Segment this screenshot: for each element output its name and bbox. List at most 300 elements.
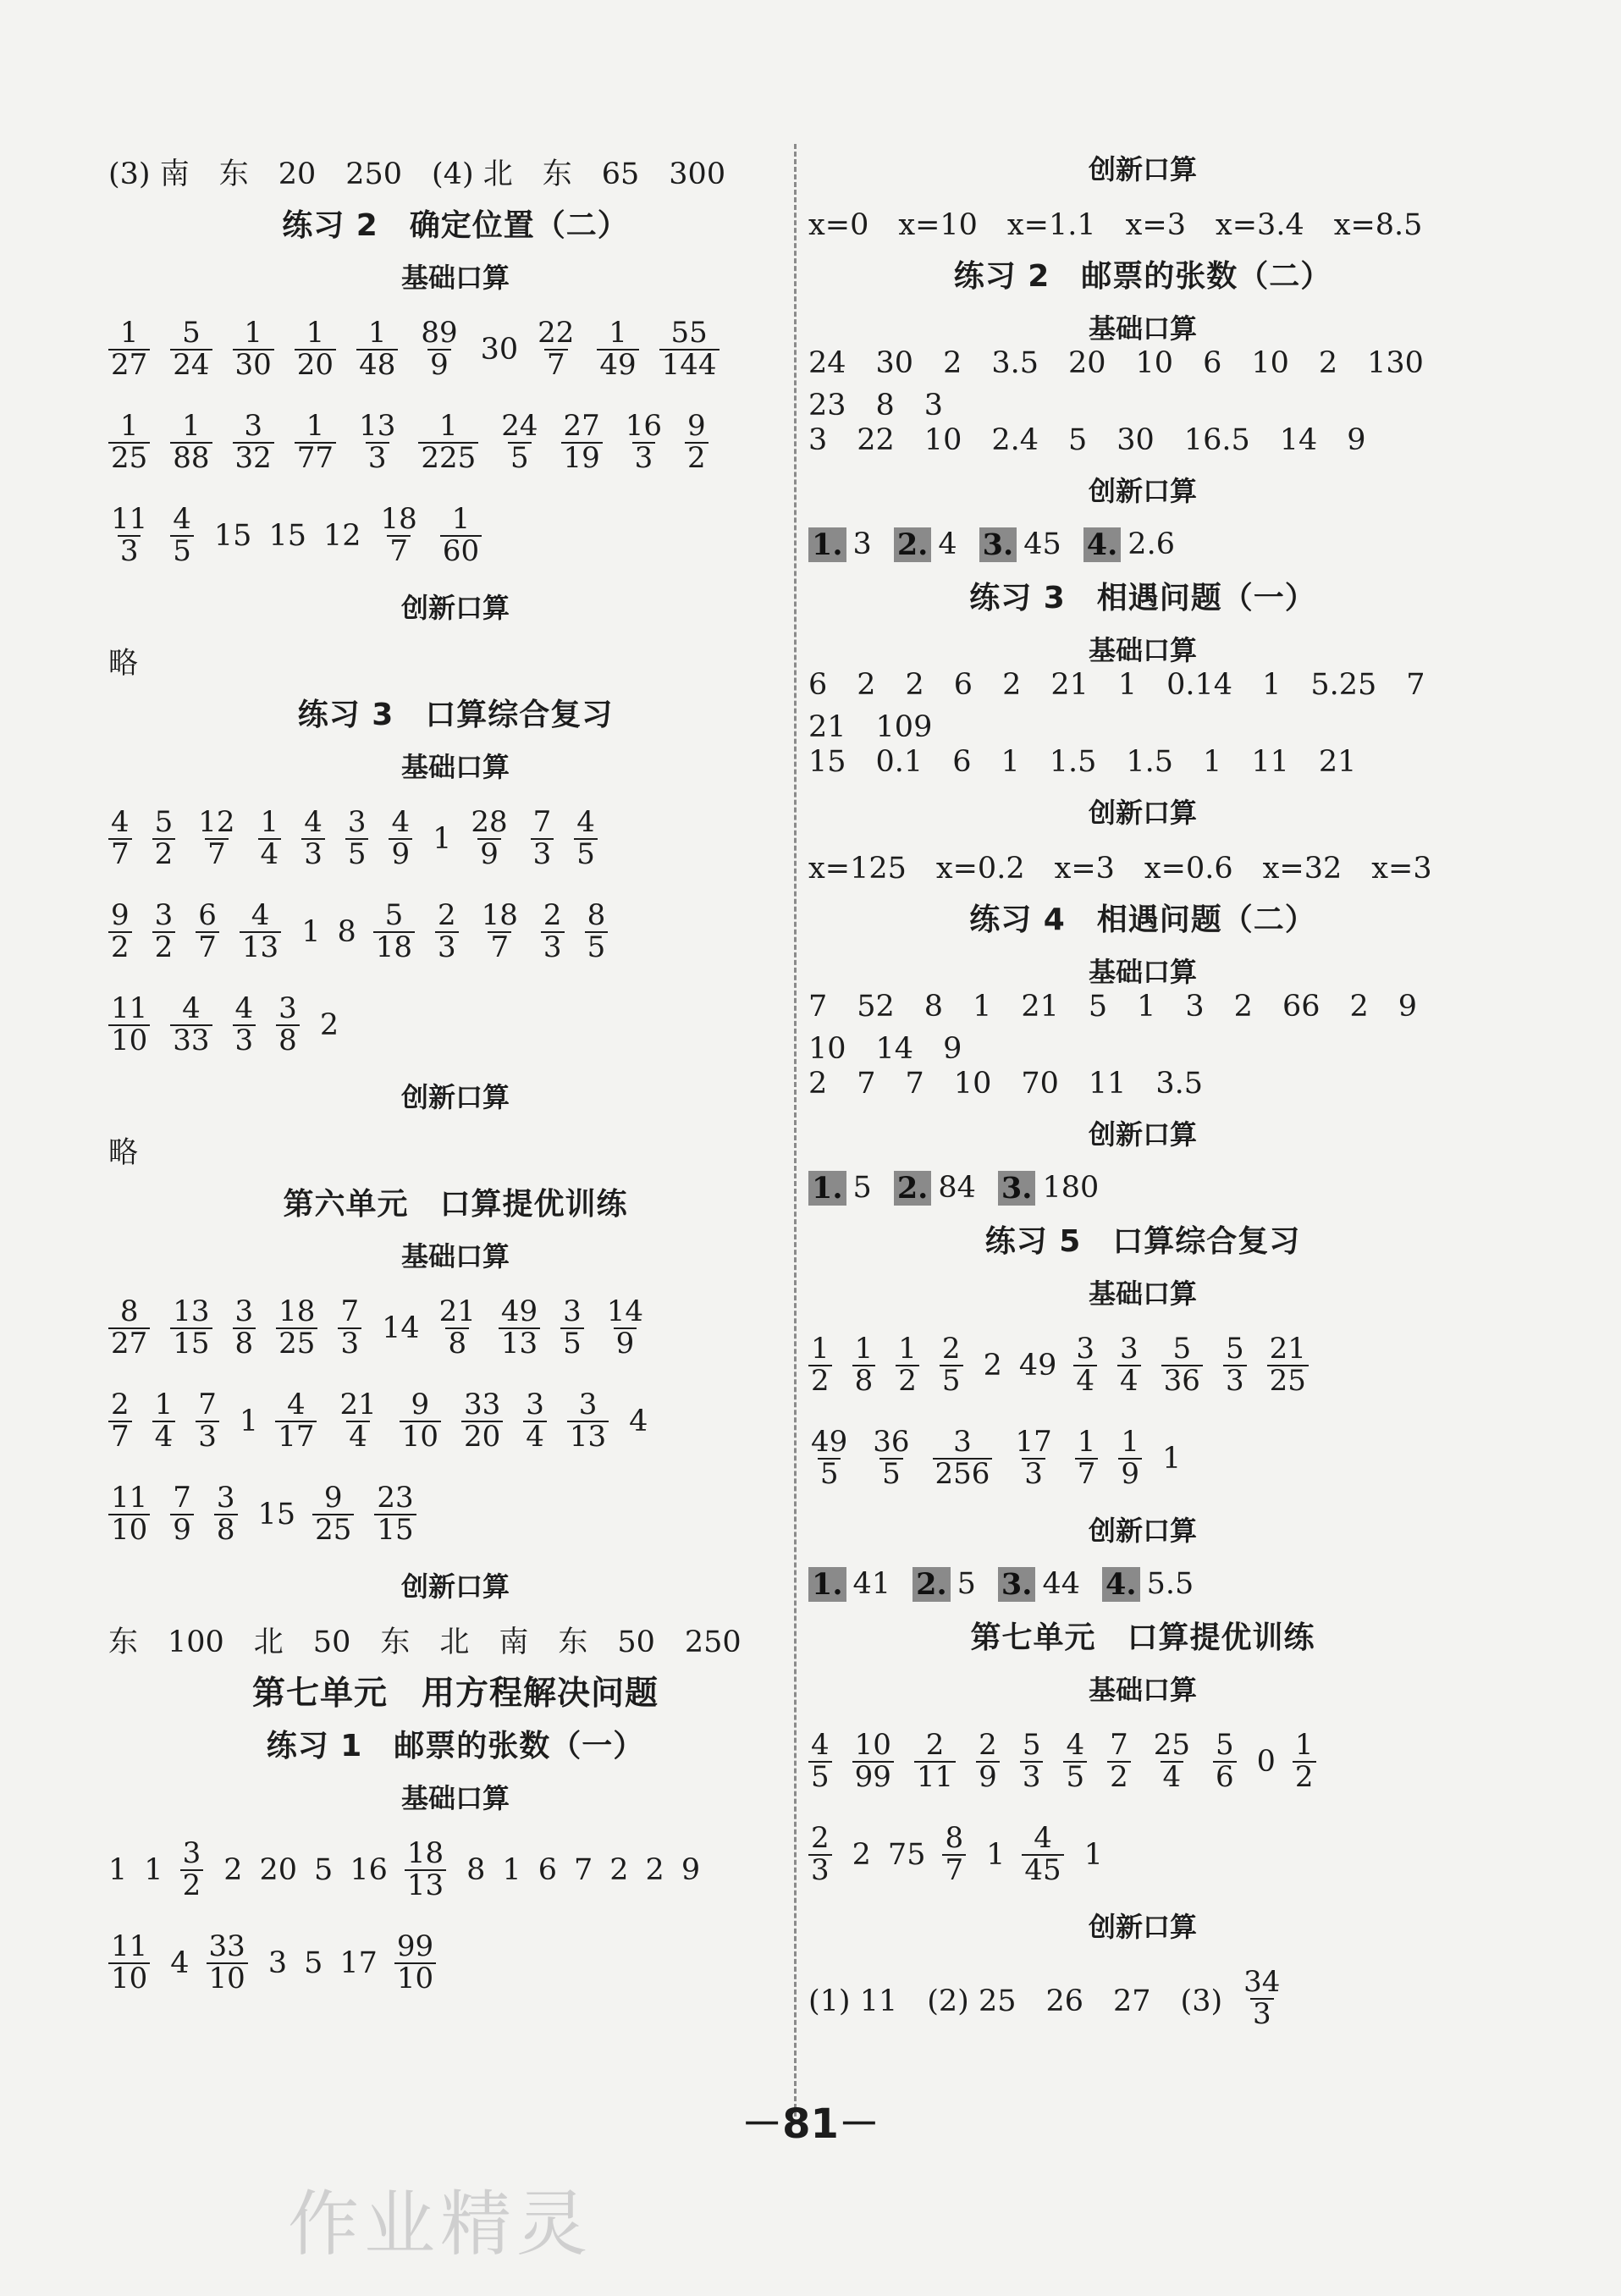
fraction (914, 1730, 956, 1792)
denominator: 9 (477, 838, 501, 870)
denominator: 9 (976, 1761, 1000, 1793)
denominator: 3 (366, 442, 389, 474)
subsection-title: 创新口算 (1088, 1118, 1197, 1151)
fraction (170, 502, 194, 568)
subsection-title: 创新口算 (1088, 475, 1197, 507)
numerator: 7 (173, 1481, 191, 1515)
numerator: 4 (287, 1388, 306, 1422)
fraction (1117, 1334, 1141, 1396)
denominator: 7 (108, 1421, 132, 1453)
denominator: 5 (508, 442, 532, 474)
numerator: 1 (182, 409, 201, 444)
answer-row (108, 396, 802, 489)
numerator: 49 (500, 1294, 538, 1329)
numerator: 18 (380, 502, 417, 537)
answer-row (808, 1952, 1477, 2045)
answer-row (108, 1123, 802, 1178)
fraction (1075, 1427, 1099, 1489)
answer-row (808, 668, 1477, 744)
question-number-badge: 1. (808, 1171, 846, 1206)
fraction (1073, 1334, 1097, 1396)
denominator: 49 (597, 349, 638, 381)
numerator: 27 (563, 409, 600, 444)
answer-text: 略 (108, 1136, 139, 1170)
denominator: 7 (205, 838, 229, 870)
denominator: 10 (108, 1024, 150, 1057)
fraction (499, 411, 540, 473)
answer-row (108, 792, 802, 886)
denominator: 17 (275, 1421, 317, 1453)
fraction (808, 1334, 832, 1396)
denominator: 2 (108, 931, 132, 963)
answer-value: 12 (323, 519, 361, 553)
denominator: 8 (276, 1024, 300, 1057)
fraction (108, 805, 132, 871)
numerator: 4 (304, 805, 323, 840)
numerator: 5 (1022, 1728, 1041, 1763)
answer-value: 15 (257, 1498, 296, 1532)
denominator: 11 (914, 1761, 956, 1793)
answer-value: 1 (301, 915, 321, 949)
numerator: 36 (873, 1425, 910, 1460)
numerator: 14 (606, 1294, 644, 1329)
numerator: 4 (576, 805, 595, 840)
section-title: 练习 2 邮票的张数（二） (953, 259, 1332, 294)
answer-value: 4 (170, 1946, 190, 1980)
answer-row (108, 886, 802, 979)
numerator: 3 (526, 1388, 544, 1422)
answer-value: 30 (480, 333, 519, 367)
question-number-badge: 3. (998, 1171, 1036, 1206)
numerator: 17 (1015, 1425, 1052, 1460)
numerator: 2 (811, 1821, 830, 1856)
fraction (180, 1836, 204, 1902)
numerator: 89 (421, 316, 458, 350)
answer-value: 14 (382, 1311, 420, 1345)
section-title: 练习 4 相遇问题（二） (969, 902, 1316, 937)
denominator: 7 (196, 931, 219, 963)
fraction (1151, 1730, 1193, 1792)
denominator: 5 (818, 1458, 841, 1490)
denominator: 25 (1267, 1365, 1309, 1397)
fraction (1063, 1730, 1087, 1792)
denominator: 8 (233, 1327, 256, 1360)
fraction (1267, 1334, 1309, 1396)
answer-row (108, 979, 802, 1072)
subsection-title: 基础口算 (400, 262, 510, 294)
fraction (108, 991, 150, 1057)
fraction (808, 1730, 832, 1792)
answer-value: 1 (1161, 1442, 1182, 1476)
answer-value: 5.5 (1146, 1567, 1194, 1601)
fraction (233, 318, 274, 380)
denominator: 18 (373, 931, 415, 963)
answer-value: 17 (339, 1946, 378, 1980)
fraction (276, 1294, 317, 1360)
fraction (808, 1821, 832, 1887)
answer-row (108, 1917, 802, 2010)
denominator: 5 (585, 931, 609, 963)
numerator: 2 (925, 1728, 945, 1763)
numerator: 33 (208, 1929, 245, 1964)
numerator: 4 (1066, 1728, 1085, 1763)
fraction (479, 898, 521, 964)
numerator: 3 (234, 1294, 254, 1329)
numerator: 3 (244, 409, 262, 444)
subsection-title: 创新口算 (400, 1081, 510, 1113)
answer-value: 20 (259, 1853, 298, 1887)
denominator: 9 (389, 838, 412, 870)
denominator: 15 (374, 1514, 416, 1546)
fraction (418, 318, 460, 380)
answer-text: x=0 x=10 x=1.1 x=3 x=3.4 x=8.5 (808, 208, 1423, 242)
numerator: 4 (1034, 1821, 1052, 1856)
fraction (976, 1730, 1000, 1792)
denominator: 3 (233, 1024, 256, 1057)
numerator: 6 (198, 898, 217, 933)
numerator: 3 (953, 1425, 972, 1460)
fraction (312, 1483, 354, 1545)
watermark: 作业精灵 (288, 2183, 593, 2266)
page-number: －81－ (742, 2100, 879, 2148)
denominator: 19 (561, 442, 603, 474)
fraction (437, 1294, 478, 1360)
fraction (942, 1821, 966, 1887)
numerator: 1 (367, 316, 387, 350)
numerator: 4 (811, 1728, 830, 1763)
denominator: 99 (852, 1761, 894, 1793)
fraction (400, 1390, 441, 1452)
answer-value: 49 (1018, 1349, 1057, 1383)
denominator: 33 (170, 1024, 212, 1057)
denominator: 32 (233, 442, 274, 474)
answer-value: 75 (887, 1838, 926, 1872)
fraction (1012, 1427, 1054, 1489)
numerator: 5 (154, 805, 174, 840)
denominator: 30 (233, 349, 274, 381)
fraction (240, 898, 281, 964)
fraction (214, 1483, 238, 1545)
fraction (152, 898, 176, 964)
answer-row (808, 1715, 1477, 1808)
numerator: 28 (471, 805, 508, 840)
fraction (394, 1929, 436, 1995)
answer-text: x=125 x=0.2 x=3 x=0.6 x=32 x=3 (808, 852, 1432, 886)
fraction (523, 1390, 547, 1452)
subsection-title: 基础口算 (1088, 1278, 1197, 1310)
fraction (108, 411, 150, 473)
denominator: 5 (1063, 1761, 1087, 1793)
fraction (338, 1294, 361, 1360)
numerator: 1 (898, 1332, 917, 1366)
section-title: 练习 1 邮票的张数（一） (266, 1729, 645, 1763)
fraction (389, 805, 412, 871)
denominator: 9 (1118, 1458, 1142, 1490)
fraction (301, 805, 325, 871)
denominator: 144 (659, 349, 720, 381)
answer-value: 9 (681, 1853, 701, 1887)
fraction (440, 502, 482, 568)
numerator: 3 (578, 1388, 598, 1422)
unit-title: 第七单元 用方程解决问题 (251, 1675, 659, 1713)
denominator: 3 (118, 535, 141, 567)
answer-text: 24 30 2 3.5 20 10 6 10 2 130 23 8 3 (808, 346, 1453, 422)
denominator: 10 (207, 1962, 248, 1995)
denominator: 4 (523, 1421, 547, 1453)
fraction (597, 318, 638, 380)
numerator: 21 (438, 1294, 476, 1329)
numerator: 13 (359, 409, 396, 444)
numerator: 5 (384, 898, 404, 933)
answer-value: 3 (267, 1946, 288, 1980)
fraction (1241, 1965, 1282, 2031)
subsection-title: 创新口算 (1088, 153, 1197, 185)
fraction (567, 1390, 609, 1452)
fraction (1293, 1730, 1316, 1792)
numerator: 5 (182, 316, 201, 350)
answer-value: 1 (433, 822, 452, 856)
answer-value: 3 (852, 527, 872, 561)
numerator: 11 (111, 991, 148, 1026)
denominator: 13 (240, 931, 281, 963)
fraction (659, 318, 720, 380)
denominator: 9 (170, 1514, 194, 1546)
denominator: 3 (1020, 1761, 1044, 1793)
question-number-badge: 3. (998, 1567, 1036, 1602)
left-column (108, 144, 802, 2010)
fraction (108, 1929, 150, 1995)
denominator: 3 (196, 1421, 219, 1453)
numerator: 7 (532, 805, 552, 840)
fraction (1118, 1427, 1142, 1489)
answer-value: 2 (645, 1853, 664, 1887)
denominator: 2 (808, 1365, 832, 1397)
answer-value: 2 (609, 1853, 629, 1887)
fraction (170, 411, 212, 473)
answer-row (808, 990, 1477, 1066)
numerator: 3 (563, 1294, 582, 1329)
answer-value: 2 (983, 1349, 1002, 1383)
answer-value: 5 (314, 1853, 334, 1887)
fraction (170, 991, 212, 1057)
numerator: 18 (481, 898, 518, 933)
numerator: 2 (111, 1388, 130, 1422)
fraction (933, 1427, 993, 1489)
denominator: 88 (170, 442, 212, 474)
numerator: 2 (941, 1332, 961, 1366)
fraction (108, 898, 132, 964)
answer-value: 16 (350, 1853, 388, 1887)
fraction (499, 1294, 540, 1360)
subsection-title: 基础口算 (1088, 634, 1197, 666)
answer-value: 8 (466, 1853, 486, 1887)
numerator: 22 (538, 316, 575, 350)
numerator: 9 (111, 898, 130, 933)
denominator: 5 (170, 535, 194, 567)
answer-row (808, 1556, 1477, 1612)
subsection-title: 创新口算 (400, 1570, 510, 1603)
answer-row (808, 838, 1477, 894)
subsection-title: 基础口算 (400, 1782, 510, 1814)
denominator: 2 (1107, 1761, 1131, 1793)
answer-row (808, 1160, 1477, 1216)
fraction (108, 502, 150, 568)
fraction (535, 318, 576, 380)
subsection-title: 基础口算 (1088, 956, 1197, 988)
answer-row (108, 1375, 802, 1468)
numerator: 18 (406, 1836, 444, 1871)
right-column (808, 144, 1477, 2045)
numerator: 34 (1243, 1965, 1281, 2000)
fraction (170, 1483, 194, 1545)
denominator: 5 (574, 838, 598, 870)
answer-value: 8 (337, 915, 356, 949)
subsection-title: 基础口算 (1088, 1674, 1197, 1706)
denominator: 4 (1117, 1365, 1141, 1397)
answer-text: 6 2 2 6 2 21 1 0.14 1 5.25 7 21 109 (808, 668, 1455, 744)
fraction (345, 805, 369, 871)
denominator: 4 (346, 1421, 370, 1453)
fraction (170, 1294, 212, 1360)
fraction (604, 1294, 646, 1360)
fraction (940, 1334, 963, 1396)
answer-text: (1) 11 (2) 25 26 27 (3) (808, 1984, 1223, 2018)
denominator: 2 (685, 442, 708, 474)
denominator: 36 (1161, 1365, 1203, 1397)
denominator: 13 (567, 1421, 609, 1453)
numerator: 23 (377, 1481, 414, 1515)
numerator: 1 (119, 316, 139, 350)
answer-text: 2 7 7 10 70 11 3.5 (808, 1067, 1204, 1101)
fraction (108, 1483, 150, 1545)
numerator: 33 (464, 1388, 501, 1422)
denominator: 2 (896, 1365, 919, 1397)
fraction (852, 1730, 894, 1792)
numerator: 21 (339, 1388, 377, 1422)
answer-text: 15 0.1 6 1 1.5 1.5 1 11 21 (808, 745, 1357, 779)
numerator: 1 (260, 805, 279, 840)
numerator: 2 (438, 898, 456, 933)
denominator: 3 (632, 442, 656, 474)
denominator: 9 (614, 1327, 637, 1360)
denominator: 4 (258, 838, 282, 870)
numerator: 3 (182, 1836, 201, 1871)
denominator: 13 (499, 1327, 540, 1360)
denominator: 225 (418, 442, 478, 474)
fraction (435, 898, 459, 964)
numerator: 1 (1077, 1425, 1096, 1460)
answer-row (808, 346, 1477, 422)
denominator: 6 (1213, 1761, 1237, 1793)
fraction (870, 1427, 912, 1489)
numerator: 4 (391, 805, 411, 840)
denominator: 2 (152, 838, 176, 870)
numerator: 2 (543, 898, 562, 933)
fraction (108, 1294, 150, 1360)
denominator: 25 (276, 1327, 317, 1360)
numerator: 3 (347, 805, 367, 840)
denominator: 45 (1022, 1854, 1063, 1886)
numerator: 18 (278, 1294, 316, 1329)
answer-text: 3 22 10 2.4 5 30 16.5 14 9 (808, 423, 1366, 457)
numerator: 4 (173, 502, 191, 537)
numerator: 5 (1225, 1332, 1244, 1366)
question-number-badge: 2. (894, 1171, 932, 1206)
denominator: 20 (295, 349, 336, 381)
denominator: 3 (1022, 1458, 1045, 1490)
answer-value: 6 (538, 1853, 557, 1887)
fraction (1020, 1730, 1044, 1792)
answer-value: 15 (213, 519, 252, 553)
denominator: 9 (427, 349, 451, 381)
denominator: 7 (108, 838, 132, 870)
fraction (896, 1334, 919, 1396)
left-top-line (108, 144, 802, 200)
denominator: 27 (108, 349, 150, 381)
numerator: 1 (854, 1332, 874, 1366)
numerator: 3 (154, 898, 174, 933)
denominator: 3 (531, 838, 554, 870)
numerator: 1 (244, 316, 262, 350)
answer-row (108, 1824, 802, 1917)
numerator: 1 (438, 409, 458, 444)
denominator: 7 (488, 931, 511, 963)
numerator: 1 (451, 502, 471, 537)
numerator: 3 (1120, 1332, 1139, 1366)
answer-row (808, 195, 1477, 251)
denominator: 3 (435, 931, 459, 963)
question-number-badge: 3. (979, 527, 1017, 562)
subsection-title: 创新口算 (1088, 1515, 1197, 1547)
denominator: 3 (1223, 1365, 1247, 1397)
question-number-badge: 1. (808, 527, 846, 562)
numerator: 1 (154, 1388, 174, 1422)
denominator: 5 (808, 1761, 832, 1793)
answer-value: 4 (629, 1405, 648, 1438)
denominator: 27 (108, 1327, 150, 1360)
numerator: 99 (396, 1929, 434, 1964)
question-number-badge: 2. (913, 1567, 951, 1602)
numerator: 11 (111, 1929, 148, 1964)
answer-value: 1 (1083, 1838, 1103, 1872)
fraction (108, 318, 150, 380)
answer-value: 1 (986, 1838, 1006, 1872)
denominator: 7 (387, 535, 411, 567)
answer-row (108, 1282, 802, 1375)
numerator: 4 (111, 805, 130, 840)
answer-value: 1 (144, 1853, 163, 1887)
answer-row (808, 1412, 1477, 1505)
answer-value: 2 (319, 1008, 339, 1042)
numerator: 1 (811, 1332, 830, 1366)
fraction (233, 1294, 256, 1360)
answer-row (108, 489, 802, 582)
numerator: 12 (198, 805, 235, 840)
numerator: 1 (1121, 1425, 1139, 1460)
fraction (373, 898, 415, 964)
answer-value: 45 (1023, 527, 1061, 561)
numerator: 16 (625, 409, 663, 444)
subsection-title: 基础口算 (400, 1240, 510, 1272)
answer-value: 5 (957, 1567, 976, 1601)
denominator: 10 (108, 1514, 150, 1546)
numerator: 13 (173, 1294, 210, 1329)
numerator: 1 (119, 409, 139, 444)
fraction (1107, 1730, 1131, 1792)
fraction (574, 805, 598, 871)
fraction (468, 805, 510, 871)
denominator: 24 (170, 349, 212, 381)
